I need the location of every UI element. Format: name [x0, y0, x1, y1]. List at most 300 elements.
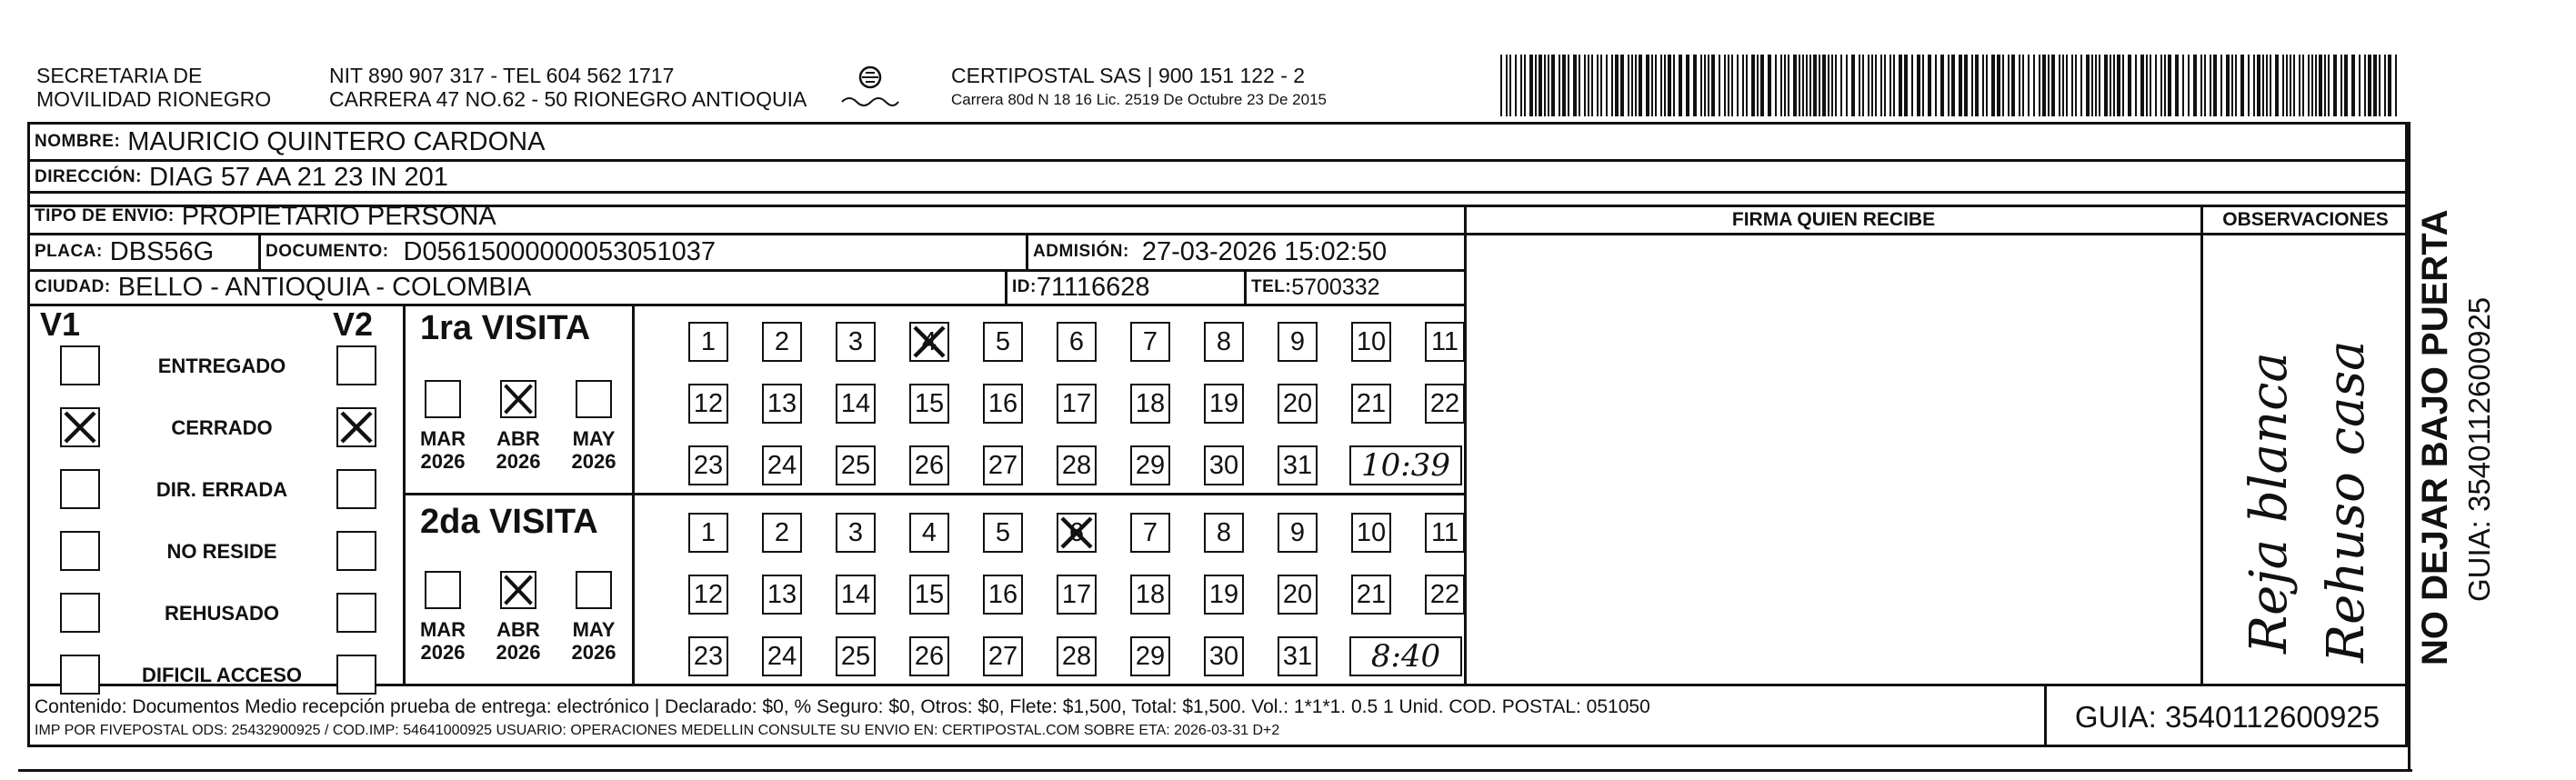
month-label-may: [559, 618, 628, 664]
day-box-31[interactable]: [1278, 445, 1318, 485]
barcode-bar: [1515, 55, 1517, 116]
barcode-bar: [2135, 55, 2137, 116]
barcode-bar: [2210, 55, 2211, 116]
month-year: 2026: [420, 450, 466, 473]
v1-checkbox-rehusado[interactable]: [60, 593, 100, 633]
day-box-18[interactable]: [1130, 384, 1170, 424]
agency-line-1: SECRETARIA DE: [36, 64, 203, 87]
day-box-10[interactable]: [1351, 322, 1391, 362]
day-box-27[interactable]: [983, 636, 1023, 676]
barcode-bar: [1859, 55, 1860, 116]
day-number: 12: [693, 388, 724, 418]
day-box-5[interactable]: [983, 513, 1023, 553]
barcode-bar: [1615, 55, 1619, 116]
day-box-17[interactable]: [1057, 384, 1097, 424]
barcode-bar: [1548, 55, 1549, 116]
day-box-25[interactable]: [836, 636, 876, 676]
v2-checkbox-cerrado[interactable]: [336, 407, 376, 447]
visit-time: 8:40: [1370, 638, 1441, 675]
v2-label: V2: [333, 305, 374, 343]
barcode-bar: [2008, 55, 2010, 116]
barcode-bar: [2344, 55, 2348, 116]
day-number: 25: [840, 450, 871, 480]
visit1-title: 1ra VISITA: [420, 309, 591, 347]
month-name: MAR: [419, 618, 466, 641]
recipient-address: DIAG 57 AA 21 23 IN 201: [148, 162, 448, 192]
barcode-bar: [1768, 55, 1771, 116]
day-number: 25: [840, 641, 871, 671]
day-box-16[interactable]: [983, 384, 1023, 424]
day-box-13[interactable]: [762, 575, 802, 615]
day-box-26[interactable]: [909, 636, 949, 676]
v1-checkbox-dir-errada[interactable]: [60, 469, 100, 509]
day-number: 27: [987, 450, 1018, 480]
v2-checkbox-no-reside[interactable]: [336, 531, 376, 571]
barcode-bar: [1917, 55, 1920, 116]
barcode-bar: [2266, 55, 2268, 116]
day-number: 31: [1282, 450, 1313, 480]
day-box-28[interactable]: [1057, 636, 1097, 676]
barcode-bar: [2051, 55, 2055, 116]
barcode-bar: [1819, 55, 1820, 116]
observations-header: OBSERVACIONES: [2222, 208, 2389, 230]
day-box-5[interactable]: [983, 322, 1023, 362]
day-box-31[interactable]: [1278, 636, 1318, 676]
barcode-bar: [1862, 55, 1864, 116]
barcode-bar: [2002, 55, 2004, 116]
city-value: BELLO - ANTIOQUIA - COLOMBIA: [117, 272, 532, 302]
v2-checkbox-rehusado[interactable]: [336, 593, 376, 633]
barcode-bar: [1628, 55, 1629, 116]
document-field: [266, 235, 716, 269]
barcode-bar: [1639, 55, 1642, 116]
day-box-6[interactable]: [1057, 513, 1097, 553]
day-box-22[interactable]: [1425, 575, 1465, 615]
barcode-bar: [1728, 55, 1729, 116]
month-checkbox-abr[interactable]: [500, 380, 536, 418]
day-box-10[interactable]: [1351, 513, 1391, 553]
barcode-bar: [1746, 55, 1748, 116]
barcode-bar: [2384, 55, 2386, 116]
barcode-bar: [2282, 55, 2284, 116]
name-row: [35, 125, 545, 159]
day-number: 27: [987, 641, 1018, 671]
month-year: 2026: [420, 641, 466, 664]
day-number: 20: [1282, 579, 1313, 609]
month-checkbox-may[interactable]: [576, 380, 612, 418]
barcode: [1500, 55, 2401, 116]
day-box-24[interactable]: [762, 445, 802, 485]
barcode-bar: [2340, 55, 2342, 116]
barcode-bar: [2293, 55, 2295, 116]
day-number: 17: [1061, 388, 1092, 418]
barcode-bar: [1831, 55, 1833, 116]
day-box-8[interactable]: [1204, 322, 1244, 362]
barcode-bar: [1775, 55, 1777, 116]
day-box-24[interactable]: [762, 636, 802, 676]
day-box-15[interactable]: [909, 575, 949, 615]
barcode-bar: [1679, 55, 1682, 116]
day-box-15[interactable]: [909, 384, 949, 424]
barcode-bar: [1655, 55, 1657, 116]
no-dejar-warning: NO DEJAR BAJO PUERTA: [2415, 209, 2455, 665]
day-box-29[interactable]: [1130, 636, 1170, 676]
barcode-bar: [1806, 55, 1808, 116]
signature-area[interactable]: [1467, 235, 2200, 684]
barcode-bar: [1600, 55, 1602, 116]
month-label-abr: [484, 427, 553, 473]
observations-area[interactable]: [2203, 235, 2408, 684]
barcode-bar: [2150, 55, 2151, 116]
visit1-months: [414, 373, 632, 491]
day-box-1[interactable]: [688, 322, 728, 362]
admission-label: ADMISIÓN:: [1033, 242, 1129, 261]
barcode-bar: [2066, 55, 2068, 116]
day-box-3[interactable]: [836, 513, 876, 553]
barcode-bar: [1911, 55, 1913, 116]
barcode-bar: [2019, 55, 2020, 116]
barcode-bar: [2204, 55, 2206, 116]
day-box-11[interactable]: [1425, 513, 1465, 553]
barcode-bar: [2257, 55, 2260, 116]
barcode-bar: [2286, 55, 2288, 116]
shipping-type-row: [35, 198, 496, 235]
barcode-bar: [2113, 55, 2115, 116]
id-field: [1012, 271, 1150, 304]
day-box-16[interactable]: [983, 575, 1023, 615]
day-number: 29: [1135, 641, 1166, 671]
barcode-bar: [2104, 55, 2108, 116]
barcode-bar: [1799, 55, 1800, 116]
barcode-bar: [1884, 55, 1886, 116]
barcode-bar: [1664, 55, 1666, 116]
document-label: DOCUMENTO:: [266, 242, 389, 261]
day-box-12[interactable]: [688, 575, 728, 615]
day-number: 5: [995, 326, 1011, 356]
day-number: 29: [1135, 450, 1166, 480]
day-number: 26: [914, 450, 945, 480]
city-label: CIUDAD:: [35, 277, 111, 296]
barcode-bar: [1588, 55, 1589, 116]
barcode-bar: [1660, 55, 1662, 116]
barcode-bar: [1975, 55, 1979, 116]
barcode-bar: [2213, 55, 2217, 116]
day-number: 21: [1356, 579, 1387, 609]
day-box-8[interactable]: [1204, 513, 1244, 553]
v2-checkbox-dir-errada[interactable]: [336, 469, 376, 509]
v1-checkbox-entregado[interactable]: [60, 345, 100, 385]
v1-checkbox-no-reside[interactable]: [60, 531, 100, 571]
barcode-bar: [1562, 55, 1566, 116]
barcode-bar: [2388, 55, 2391, 116]
day-number: 18: [1135, 388, 1166, 418]
day-number: 13: [767, 388, 797, 418]
day-box-3[interactable]: [836, 322, 876, 362]
day-number: 9: [1289, 326, 1306, 356]
month-checkbox-mar[interactable]: [425, 380, 461, 418]
barcode-bar: [1646, 55, 1649, 116]
day-box-23[interactable]: [688, 636, 728, 676]
recipient-name: MAURICIO QUINTERO CARDONA: [127, 126, 546, 156]
signature-header: FIRMA QUIEN RECIBE: [1731, 208, 1936, 230]
name-label: NOMBRE:: [35, 132, 121, 151]
v2-checkbox-dificil-acceso[interactable]: [336, 655, 376, 695]
barcode-bar: [1668, 55, 1671, 116]
day-box-13[interactable]: [762, 384, 802, 424]
month-name: ABR: [496, 618, 540, 641]
barcode-bar: [2231, 55, 2233, 116]
barcode-bar: [2200, 55, 2202, 116]
day-number: 6: [1068, 326, 1085, 356]
barcode-bar: [1751, 55, 1755, 116]
day-box-21[interactable]: [1351, 575, 1391, 615]
barcode-bar: [2028, 55, 2030, 116]
barcode-bar: [1611, 55, 1613, 116]
month-year: 2026: [496, 450, 541, 473]
barcode-bar: [1802, 55, 1804, 116]
tel-value: 5700332: [1291, 274, 1380, 300]
barcode-bar: [1835, 55, 1837, 116]
day-box-7[interactable]: [1130, 322, 1170, 362]
address-row: [35, 161, 448, 194]
day-box-4[interactable]: [909, 322, 949, 362]
barcode-bar: [2275, 55, 2279, 116]
day-number: 31: [1282, 641, 1313, 671]
shipping-type-label: TIPO DE ENVIO:: [35, 206, 175, 225]
barcode-bar: [1708, 55, 1709, 116]
barcode-bar: [1940, 55, 1944, 116]
side-guia: GUIA: 3540112600925: [2462, 296, 2496, 602]
day-number: 15: [914, 579, 945, 609]
day-box-21[interactable]: [1351, 384, 1391, 424]
month-checkbox-may[interactable]: [576, 571, 612, 609]
v1-checkbox-dificil-acceso[interactable]: [60, 655, 100, 695]
day-box-7[interactable]: [1130, 513, 1170, 553]
barcode-bar: [1506, 55, 1508, 116]
status-label-entregado: ENTREGADO: [157, 355, 286, 377]
visit1-days: [632, 304, 1464, 493]
barcode-bar: [2240, 55, 2244, 116]
day-box-26[interactable]: [909, 445, 949, 485]
barcode-bar: [1704, 55, 1706, 116]
visit2-title: 2da VISITA: [420, 503, 598, 541]
barcode-bar: [1568, 55, 1569, 116]
barcode-bar: [1551, 55, 1555, 116]
month-checkbox-abr[interactable]: [500, 571, 536, 609]
barcode-bar: [2095, 55, 2097, 116]
day-box-2[interactable]: [762, 513, 802, 553]
barcode-bar: [1780, 55, 1782, 116]
day-number: 4: [921, 326, 937, 356]
day-box-4[interactable]: [909, 513, 949, 553]
barcode-bar: [1635, 55, 1637, 116]
day-number: 14: [840, 388, 871, 418]
id-label: ID:: [1012, 277, 1037, 296]
barcode-bar: [1840, 55, 1842, 116]
barcode-bar: [2290, 55, 2291, 116]
day-box-22[interactable]: [1425, 384, 1465, 424]
barcode-bar: [2324, 55, 2326, 116]
barcode-bar: [1760, 55, 1764, 116]
barcode-bar: [2122, 55, 2124, 116]
day-number: 22: [1429, 579, 1460, 609]
day-box-20[interactable]: [1278, 384, 1318, 424]
barcode-bar: [2248, 55, 2250, 116]
day-number: 24: [767, 641, 797, 671]
barcode-bar: [2039, 55, 2040, 116]
barcode-bar: [1731, 55, 1733, 116]
barcode-bar: [2220, 55, 2222, 116]
address-label: DIRECCIÓN:: [35, 167, 142, 186]
barcode-bar: [2099, 55, 2100, 116]
barcode-bar: [2048, 55, 2050, 116]
day-number: 9: [1289, 517, 1306, 547]
v1-checkbox-cerrado[interactable]: [60, 407, 100, 447]
visit2-months: [414, 564, 632, 682]
month-label-abr: [484, 618, 553, 664]
barcode-bar: [2080, 55, 2082, 116]
day-number: 23: [693, 450, 724, 480]
day-box-23[interactable]: [688, 445, 728, 485]
nit-line: NIT 890 907 317 - TEL 604 562 1717: [329, 64, 675, 87]
day-box-9[interactable]: [1278, 513, 1318, 553]
barcode-bar: [1951, 55, 1955, 116]
day-number: 8: [1216, 517, 1232, 547]
barcode-bar: [1822, 55, 1826, 116]
barcode-bar: [2146, 55, 2148, 116]
barcode-bar: [2062, 55, 2064, 116]
barcode-bar: [2110, 55, 2111, 116]
day-box-30[interactable]: [1204, 445, 1244, 485]
barcode-bar: [2351, 55, 2355, 116]
month-year: 2026: [571, 450, 616, 473]
day-number: 30: [1208, 641, 1239, 671]
barcode-bar: [1757, 55, 1759, 116]
barcode-bar: [1828, 55, 1829, 116]
day-box-29[interactable]: [1130, 445, 1170, 485]
day-box-6[interactable]: [1057, 322, 1097, 362]
day-box-17[interactable]: [1057, 575, 1097, 615]
barcode-bar: [2188, 55, 2190, 116]
day-box-18[interactable]: [1130, 575, 1170, 615]
barcode-bar: [2022, 55, 2024, 116]
barcode-bar: [2059, 55, 2060, 116]
barcode-bar: [1559, 55, 1560, 116]
agency-line-2: MOVILIDAD RIONEGRO: [36, 87, 272, 111]
day-number: 21: [1356, 388, 1387, 418]
barcode-bar: [1880, 55, 1882, 116]
barcode-bar: [1520, 55, 1522, 116]
day-box-11[interactable]: [1425, 322, 1465, 362]
day-box-12[interactable]: [688, 384, 728, 424]
day-number: 24: [767, 450, 797, 480]
status-label-dificil-acceso: DIFICIL ACCESO: [141, 664, 302, 686]
day-box-28[interactable]: [1057, 445, 1097, 485]
day-number: 22: [1429, 388, 1460, 418]
day-box-30[interactable]: [1204, 636, 1244, 676]
day-number: 28: [1061, 450, 1092, 480]
barcode-bar: [1539, 55, 1542, 116]
barcode-bar: [1846, 55, 1848, 116]
day-number: 11: [1430, 326, 1459, 356]
v2-checkbox-entregado[interactable]: [336, 345, 376, 385]
visit2-days: [632, 495, 1464, 684]
visit-time-box[interactable]: [1349, 636, 1462, 676]
day-number: 1: [700, 326, 717, 356]
barcode-bar: [2011, 55, 2015, 116]
day-number: 26: [914, 641, 945, 671]
barcode-bar: [1893, 55, 1895, 116]
barcode-bar: [2226, 55, 2230, 116]
footer-guia: GUIA: 3540112600925: [2074, 699, 2381, 734]
day-box-14[interactable]: [836, 575, 876, 615]
barcode-bar: [2086, 55, 2090, 116]
barcode-bar: [1928, 55, 1931, 116]
day-number: 5: [995, 517, 1011, 547]
month-label-mar: [408, 427, 477, 473]
month-checkbox-mar[interactable]: [425, 571, 461, 609]
v1-label: V1: [40, 305, 81, 343]
visit-time: 10:39: [1361, 447, 1450, 484]
day-number: 16: [987, 579, 1018, 609]
day-box-27[interactable]: [983, 445, 1023, 485]
barcode-bar: [1904, 55, 1908, 116]
barcode-bar: [2175, 55, 2179, 116]
barcode-bar: [1784, 55, 1786, 116]
address-line: CARRERA 47 NO.62 - 50 RIONEGRO ANTIOQUIA: [329, 87, 807, 111]
tel-label: TEL:: [1251, 277, 1292, 296]
barcode-bar: [2117, 55, 2120, 116]
barcode-bar: [1935, 55, 1937, 116]
barcode-bar: [2368, 55, 2371, 116]
day-box-9[interactable]: [1278, 322, 1318, 362]
status-label-rehusado: REHUSADO: [165, 602, 279, 625]
barcode-bar: [1606, 55, 1608, 116]
day-box-14[interactable]: [836, 384, 876, 424]
day-number: 10: [1356, 326, 1387, 356]
day-box-2[interactable]: [762, 322, 802, 362]
day-number: 8: [1216, 326, 1232, 356]
courier-line-1: CERTIPOSTAL SAS | 900 151 122 - 2: [951, 64, 1306, 87]
status-label-no-reside: NO RESIDE: [166, 540, 277, 563]
day-number: 18: [1135, 579, 1166, 609]
barcode-bar: [1631, 55, 1633, 116]
day-number: 12: [693, 579, 724, 609]
barcode-bar: [2364, 55, 2366, 116]
barcode-bar: [1889, 55, 1891, 116]
barcode-bar: [2373, 55, 2377, 116]
barcode-bar: [2160, 55, 2162, 116]
barcode-bar: [1982, 55, 1984, 116]
certipostal-logo: [838, 64, 902, 109]
day-box-1[interactable]: [688, 513, 728, 553]
day-number: 17: [1061, 579, 1092, 609]
barcode-bar: [2308, 55, 2310, 116]
barcode-bar: [1997, 55, 2000, 116]
visit-time-box[interactable]: [1349, 445, 1462, 485]
day-number: 2: [774, 517, 790, 547]
day-number: 23: [693, 641, 724, 671]
barcode-bar: [2128, 55, 2131, 116]
admission-field: [1033, 235, 1387, 269]
day-box-25[interactable]: [836, 445, 876, 485]
barcode-bar: [2193, 55, 2197, 116]
day-box-20[interactable]: [1278, 575, 1318, 615]
barcode-bar: [2328, 55, 2330, 116]
day-number: 10: [1356, 517, 1387, 547]
day-box-19[interactable]: [1204, 575, 1244, 615]
day-box-19[interactable]: [1204, 384, 1244, 424]
